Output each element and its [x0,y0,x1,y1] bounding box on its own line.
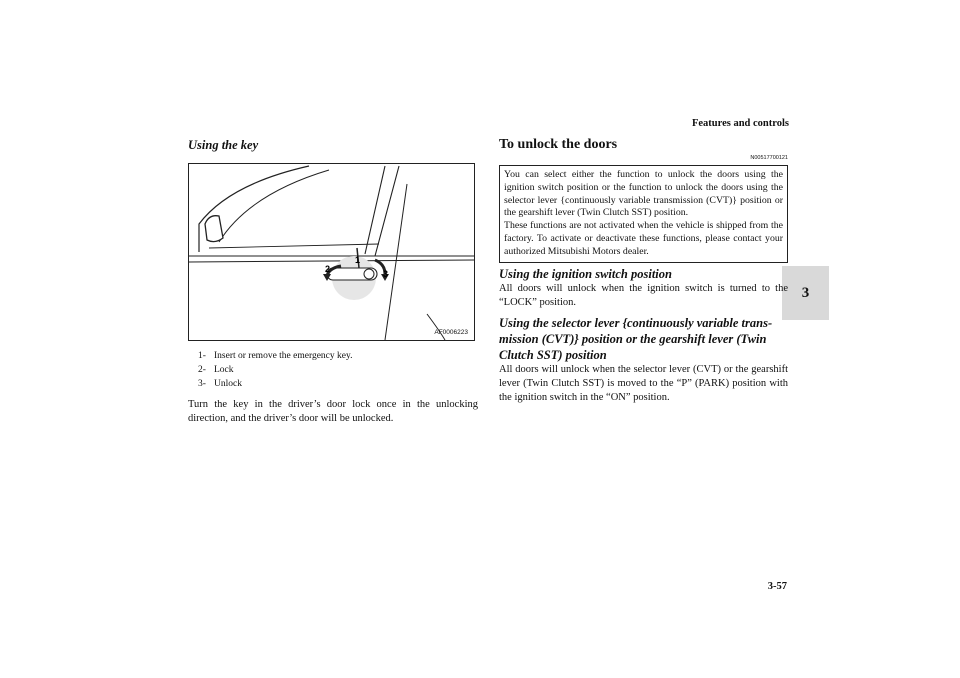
page-number: 3-57 [767,581,787,592]
key-instructions-text: Turn the key in the driver’s door lock once in the unlocking direction, and the driver’s door will be unlocked. [188,399,478,424]
legend-number: 2- [198,365,206,375]
door-lock-illustration [188,163,475,341]
note-paragraph: You can select either the function to unlock the doors using the ignition switch position or the function to unlock the doors using the selector lever {continuously variable transmission (CVT)} position or the gearshift lever (Twin Clutch SST) position. [504,169,783,219]
ignition-switch-text: All doors will unlock when the ignition switch is turned to the “LOCK” position. [499,282,788,308]
legend-text: Lock [214,365,234,375]
page-header-title: Features and controls [691,118,789,129]
subheading-selector-lever: Using the selector lever {continuously variable trans-mission (CVT)} position or the gearshift lever (Twin Clutch SST) position [499,315,773,362]
callout-1: 1 [355,255,361,265]
section-heading-using-key: Using the key [188,138,259,152]
legend-text: Insert or remove the emergency key. [214,351,353,361]
door-lock-drawing [189,164,474,340]
reference-code: N00517700121 [750,155,788,161]
legend-number: 1- [198,351,206,361]
legend-text: Unlock [214,379,242,389]
legend-item [198,363,478,377]
legend-item [198,377,478,391]
legend-item [198,349,478,363]
note-box [499,165,788,263]
callout-2: 2 [325,264,331,274]
left-column [188,136,478,426]
right-column [499,136,788,405]
figure-legend [198,349,478,391]
selector-lever-text: All doors will unlock when the selector lever (CVT) or the gearshift lever (Twin Clutch SST) is moved to the “P” (PARK) position with the ignition switch in the “ON” position. [499,363,788,403]
legend-number: 3- [198,379,206,389]
chapter-tab: 3 [782,266,829,320]
section-heading-unlock-doors: To unlock the doors [499,137,618,152]
figure-code: AF0006223 [434,329,468,336]
callout-3: 3 [383,269,389,279]
subheading-ignition-switch: Using the ignition switch position [499,266,672,281]
note-paragraph: These functions are not activated when the vehicle is shipped from the factory. To activate or deactivate these functions, please contact your authorized Mitsubishi Motors dealer. [504,220,783,257]
